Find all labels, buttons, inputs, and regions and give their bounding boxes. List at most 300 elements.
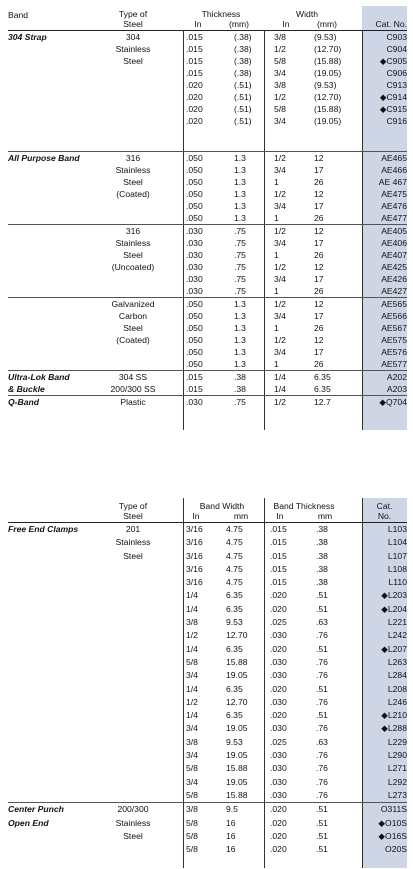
width-in: 3/4 xyxy=(274,238,286,248)
width-mm: 26 xyxy=(314,286,324,296)
band-thickness-mm: .38 xyxy=(316,537,328,548)
band-width-in: 5/8 xyxy=(186,817,198,828)
steel-type: 304 SS xyxy=(118,372,148,382)
cat-no: ◆C905 xyxy=(379,56,407,66)
cat-no: O311S xyxy=(380,804,407,815)
band-name: Free End Clamps xyxy=(8,524,79,534)
thickness-in: .030 xyxy=(186,286,203,296)
width-mm: (9.53) xyxy=(314,80,337,90)
cat-no: L246 xyxy=(387,696,407,707)
width-in: 3/8 xyxy=(274,80,286,90)
band-thickness-mm: .38 xyxy=(316,524,328,534)
thickness-in: .030 xyxy=(186,262,203,272)
width-mm: 26 xyxy=(314,359,324,369)
band-thickness-in: .015 xyxy=(270,577,287,588)
cat-no: L273 xyxy=(387,789,407,800)
cat-no: C904 xyxy=(386,44,407,54)
cat-no: L108 xyxy=(387,563,407,574)
header-cat-2: No. xyxy=(377,511,392,521)
table-row xyxy=(8,395,407,408)
band-thickness-mm: .76 xyxy=(316,789,328,800)
header-type-of-steel-2: Steel xyxy=(123,511,143,521)
cat-no: L221 xyxy=(387,617,407,628)
band-thickness-in: .030 xyxy=(270,696,287,707)
width-mm: 6.35 xyxy=(314,372,331,382)
width-in: 3/4 xyxy=(274,274,286,284)
steel-type: Steel xyxy=(123,250,143,260)
table-row xyxy=(8,224,407,237)
table-row xyxy=(8,563,407,576)
band-thickness-mm: .51 xyxy=(316,590,328,601)
band-thickness-mm: .76 xyxy=(316,776,328,787)
cat-no: ◆O10S xyxy=(378,817,407,828)
thickness-mm: .38 xyxy=(234,384,246,394)
thickness-in: .050 xyxy=(186,177,203,187)
thickness-mm: .75 xyxy=(234,262,246,272)
thickness-mm: 1.3 xyxy=(234,323,246,333)
thickness-in: .030 xyxy=(186,238,203,248)
table-row xyxy=(8,322,407,334)
thickness-mm: 1.3 xyxy=(234,299,246,309)
steel-type: 316 xyxy=(125,226,141,236)
cat-no: AE475 xyxy=(381,189,407,199)
thickness-mm: 1.3 xyxy=(234,347,246,357)
cat-no: ◆Q704 xyxy=(379,397,407,407)
thickness-mm: .75 xyxy=(234,274,246,284)
thickness-mm: (.51) xyxy=(234,104,252,114)
thickness-mm: (.51) xyxy=(234,92,252,102)
band-width-mm: 6.35 xyxy=(226,603,243,614)
steel-type: 201 xyxy=(125,524,141,534)
thickness-mm: (.38) xyxy=(234,32,252,42)
thickness-in: .030 xyxy=(186,250,203,260)
width-in: 3/8 xyxy=(274,32,286,42)
thickness-mm: 1.3 xyxy=(234,311,246,321)
table-row xyxy=(8,297,407,310)
cat-no: ◆L203 xyxy=(381,590,407,601)
width-mm: (19.05) xyxy=(314,68,342,78)
band-thickness-in: .020 xyxy=(270,710,287,721)
width-in: 3/4 xyxy=(274,347,286,357)
band-thickness-in: .030 xyxy=(270,723,287,734)
header-width-in: In xyxy=(282,19,290,29)
steel-type: Galvanized xyxy=(111,299,155,309)
band-thickness-in: .015 xyxy=(270,550,287,561)
band-thickness-in: .030 xyxy=(270,656,287,667)
cat-no: C916 xyxy=(386,116,407,126)
band-width-in: 1/2 xyxy=(186,630,198,641)
thickness-mm: (.38) xyxy=(234,56,252,66)
band-name: Center Punch xyxy=(8,804,64,815)
table-row xyxy=(8,43,407,55)
band-width-in: 5/8 xyxy=(186,656,198,667)
band-thickness-in: .030 xyxy=(270,763,287,774)
table-row xyxy=(8,79,407,91)
table-row xyxy=(8,200,407,212)
header-band-thickness-mm: mm xyxy=(317,511,333,521)
cat-no: L290 xyxy=(387,750,407,761)
thickness-mm: 1.3 xyxy=(234,213,246,223)
band-thickness-mm: .76 xyxy=(316,670,328,681)
band-width-in: 1/4 xyxy=(186,710,198,721)
band-name: Q-Band xyxy=(8,397,40,407)
width-mm: 17 xyxy=(314,238,324,248)
table-row xyxy=(8,550,407,563)
header-band-thickness: Band Thickness xyxy=(273,501,335,511)
table-row xyxy=(8,237,407,249)
width-in: 1 xyxy=(274,177,279,187)
table-row xyxy=(8,91,407,103)
steel-type: 304 xyxy=(125,32,141,42)
cat-no: L104 xyxy=(387,537,407,548)
cat-no: L271 xyxy=(387,763,407,774)
band-name: Open End xyxy=(8,817,49,828)
cat-no: AE466 xyxy=(381,165,407,175)
cat-no: AE575 xyxy=(381,335,407,345)
band-thickness-mm: .38 xyxy=(316,577,328,588)
thickness-mm: .38 xyxy=(234,372,246,382)
band-width-mm: 15.88 xyxy=(226,789,248,800)
width-in: 3/4 xyxy=(274,116,286,126)
steel-type: (Coated) xyxy=(116,189,150,199)
width-in: 1/2 xyxy=(274,262,286,272)
band-thickness-in: .020 xyxy=(270,643,287,654)
cat-no: AE 467 xyxy=(378,177,407,187)
table-row xyxy=(8,643,407,656)
width-in: 1 xyxy=(274,323,279,333)
clamp-table-header xyxy=(8,498,407,523)
thickness-in: .050 xyxy=(186,213,203,223)
table-row xyxy=(8,188,407,200)
width-mm: (15.88) xyxy=(314,104,342,114)
band-width-mm: 12.70 xyxy=(226,630,248,641)
band-width-in: 3/4 xyxy=(186,750,198,761)
width-in: 1 xyxy=(274,213,279,223)
width-mm: 17 xyxy=(314,201,324,211)
steel-type: Stainless xyxy=(115,165,151,175)
steel-type: (Uncoated) xyxy=(111,262,155,272)
table-row xyxy=(8,616,407,629)
thickness-in: .050 xyxy=(186,153,203,163)
table-row xyxy=(8,67,407,79)
header-band-thickness-in: In xyxy=(276,511,284,521)
band-width-in: 3/16 xyxy=(186,563,203,574)
table-row xyxy=(8,696,407,709)
thickness-in: .050 xyxy=(186,189,203,199)
band-thickness-mm: .76 xyxy=(316,630,328,641)
table-row xyxy=(8,749,407,762)
width-in: 1/2 xyxy=(274,397,286,407)
band-width-mm: 6.35 xyxy=(226,643,243,654)
thickness-in: .050 xyxy=(186,165,203,175)
band-width-mm: 16 xyxy=(226,844,236,855)
table-row xyxy=(8,212,407,224)
band-thickness-mm: .76 xyxy=(316,723,328,734)
table-row xyxy=(8,817,407,830)
band-thickness-mm: .76 xyxy=(316,763,328,774)
thickness-mm: 1.3 xyxy=(234,189,246,199)
band-width-mm: 12.70 xyxy=(226,696,248,707)
band-width-in: 3/16 xyxy=(186,577,203,588)
cat-no: L263 xyxy=(387,656,407,667)
cat-no: AE567 xyxy=(381,323,407,333)
cat-no: AE565 xyxy=(381,299,407,309)
table-row xyxy=(8,346,407,358)
thickness-in: .015 xyxy=(186,372,203,382)
band-thickness-mm: .51 xyxy=(316,643,328,654)
spacer-row xyxy=(8,127,407,139)
band-thickness-mm: .51 xyxy=(316,804,328,815)
cat-no: AE576 xyxy=(381,347,407,357)
band-name: 304 Strap xyxy=(8,32,47,42)
cat-no: AE566 xyxy=(381,311,407,321)
thickness-mm: 1.3 xyxy=(234,335,246,345)
header-cat-1: Cat. xyxy=(376,501,393,511)
width-in: 1 xyxy=(274,250,279,260)
width-in: 3/4 xyxy=(274,165,286,175)
band-width-in: 1/4 xyxy=(186,683,198,694)
table-row xyxy=(8,249,407,261)
width-in: 1/2 xyxy=(274,44,286,54)
table-row xyxy=(8,285,407,297)
thickness-mm: (.38) xyxy=(234,44,252,54)
band-width-in: 3/16 xyxy=(186,537,203,548)
thickness-in: .050 xyxy=(186,311,203,321)
table-row xyxy=(8,334,407,346)
header-type-of-steel-1: Type of xyxy=(118,9,148,19)
band-name: & Buckle xyxy=(8,384,45,394)
width-mm: 12 xyxy=(314,153,324,163)
steel-type: Stainless xyxy=(115,238,151,248)
band-table-header xyxy=(8,6,407,31)
band-width-mm: 6.35 xyxy=(226,710,243,721)
cat-no: AE465 xyxy=(381,153,407,163)
band-thickness-mm: .63 xyxy=(316,736,328,747)
band-width-mm: 4.75 xyxy=(226,524,243,534)
band-thickness-mm: .51 xyxy=(316,683,328,694)
width-in: 1/2 xyxy=(274,92,286,102)
table-row xyxy=(8,176,407,188)
table-row xyxy=(8,536,407,549)
width-in: 1/2 xyxy=(274,189,286,199)
band-thickness-mm: .51 xyxy=(316,710,328,721)
width-in: 1 xyxy=(274,286,279,296)
cat-no: L110 xyxy=(388,577,407,588)
width-mm: 17 xyxy=(314,274,324,284)
cat-no: ◆O16S xyxy=(378,830,407,841)
width-mm: (15.88) xyxy=(314,56,342,66)
band-width-in: 1/2 xyxy=(186,696,198,707)
width-mm: (12.70) xyxy=(314,92,342,102)
cat-no: L292 xyxy=(387,776,407,787)
steel-type: Steel xyxy=(123,323,143,333)
band-width-in: 3/16 xyxy=(186,524,203,534)
width-in: 1 xyxy=(274,359,279,369)
cat-no: ◆L207 xyxy=(381,643,407,654)
table-row xyxy=(8,261,407,273)
clamp-table-body xyxy=(8,523,407,856)
band-width-in: 3/4 xyxy=(186,723,198,734)
band-thickness-in: .030 xyxy=(270,670,287,681)
cat-no: ◆C915 xyxy=(379,104,407,114)
thickness-in: .020 xyxy=(186,80,203,90)
header-thickness-in: In xyxy=(194,19,202,29)
band-thickness-in: .020 xyxy=(270,804,287,815)
cat-no: AE406 xyxy=(381,238,407,248)
header-thickness-mm: (mm) xyxy=(228,19,250,29)
cat-no: L229 xyxy=(387,736,407,747)
table-row xyxy=(8,669,407,682)
band-width-mm: 4.75 xyxy=(226,550,243,561)
band-width-mm: 4.75 xyxy=(226,563,243,574)
cat-no: C903 xyxy=(386,32,407,42)
thickness-in: .015 xyxy=(186,32,203,42)
band-thickness-mm: .63 xyxy=(316,617,328,628)
cat-no: A203 xyxy=(386,384,407,394)
thickness-in: .030 xyxy=(186,274,203,284)
table-row xyxy=(8,273,407,285)
width-in: 1/4 xyxy=(274,372,286,382)
thickness-mm: 1.3 xyxy=(234,177,246,187)
table-row xyxy=(8,843,407,856)
header-type-of-steel-2: Steel xyxy=(123,19,143,29)
thickness-in: .050 xyxy=(186,335,203,345)
band-thickness-in: .030 xyxy=(270,630,287,641)
width-mm: 26 xyxy=(314,250,324,260)
band-thickness-mm: .51 xyxy=(316,603,328,614)
cat-no: ◆L210 xyxy=(381,710,407,721)
steel-type: Stainless xyxy=(115,537,151,548)
cat-no: AE407 xyxy=(381,250,407,260)
table-row xyxy=(8,776,407,789)
band-width-in: 3/4 xyxy=(186,670,198,681)
thickness-in: .015 xyxy=(186,68,203,78)
thickness-mm: .75 xyxy=(234,397,246,407)
width-in: 3/4 xyxy=(274,311,286,321)
width-mm: 12 xyxy=(314,189,324,199)
cat-no: C913 xyxy=(386,80,407,90)
width-in: 5/8 xyxy=(274,104,286,114)
cat-no: AE426 xyxy=(381,274,407,284)
band-thickness-in: .020 xyxy=(270,590,287,601)
band-width-mm: 19.05 xyxy=(226,776,248,787)
thickness-mm: .75 xyxy=(234,238,246,248)
band-thickness-mm: .76 xyxy=(316,656,328,667)
table-row xyxy=(8,103,407,115)
thickness-mm: .75 xyxy=(234,286,246,296)
band-width-mm: 15.88 xyxy=(226,656,248,667)
header-thickness: Thickness xyxy=(201,9,241,19)
cat-no: L284 xyxy=(387,670,407,681)
cat-no: AE577 xyxy=(381,359,407,369)
thickness-mm: (.51) xyxy=(234,80,252,90)
table-row xyxy=(8,55,407,67)
steel-type: (Coated) xyxy=(116,335,150,345)
table-row xyxy=(8,358,407,370)
steel-type: Stainless xyxy=(115,44,151,54)
band-thickness-in: .030 xyxy=(270,776,287,787)
band-width-mm: 4.75 xyxy=(226,577,243,588)
band-width-mm: 9.5 xyxy=(226,804,238,815)
band-width-mm: 9.53 xyxy=(226,617,243,628)
width-mm: 17 xyxy=(314,347,324,357)
header-band-width-mm: mm xyxy=(233,511,249,521)
band-width-mm: 4.75 xyxy=(226,537,243,548)
header-band-width-in: In xyxy=(192,511,200,521)
cat-no: L103 xyxy=(387,524,407,534)
width-mm: 17 xyxy=(314,311,324,321)
table-row xyxy=(8,603,407,616)
band-width-in: 5/8 xyxy=(186,844,198,855)
band-width-mm: 6.35 xyxy=(226,590,243,601)
header-type-of-steel-1: Type of xyxy=(118,501,148,511)
width-in: 1/2 xyxy=(274,153,286,163)
table-row xyxy=(8,31,407,43)
band-thickness-in: .020 xyxy=(270,844,287,855)
thickness-in: .050 xyxy=(186,323,203,333)
table-row xyxy=(8,709,407,722)
thickness-in: .015 xyxy=(186,44,203,54)
band-thickness-in: .020 xyxy=(270,603,287,614)
table-row xyxy=(8,762,407,775)
band-width-in: 3/8 xyxy=(186,804,198,815)
thickness-in: .030 xyxy=(186,226,203,236)
table-row xyxy=(8,683,407,696)
cat-no: L242 xyxy=(387,630,407,641)
band-thickness-in: .030 xyxy=(270,789,287,800)
width-mm: 26 xyxy=(314,213,324,223)
thickness-in: .050 xyxy=(186,299,203,309)
thickness-in: .030 xyxy=(186,397,203,407)
table-row xyxy=(8,370,407,383)
steel-type: Stainless xyxy=(115,817,151,828)
thickness-in: .020 xyxy=(186,92,203,102)
band-width-mm: 19.05 xyxy=(226,670,248,681)
thickness-mm: .75 xyxy=(234,226,246,236)
band-thickness-in: .020 xyxy=(270,683,287,694)
width-mm: (19.05) xyxy=(314,116,342,126)
width-mm: 6.35 xyxy=(314,384,331,394)
width-in: 1/4 xyxy=(274,384,286,394)
cat-no: ◆C914 xyxy=(379,92,407,102)
cat-no: C906 xyxy=(386,68,407,78)
band-thickness-mm: .51 xyxy=(316,817,328,828)
table-row xyxy=(8,830,407,843)
band-thickness-in: .020 xyxy=(270,817,287,828)
band-width-mm: 9.53 xyxy=(226,736,243,747)
table-row xyxy=(8,383,407,395)
band-thickness-mm: .76 xyxy=(316,750,328,761)
spacer-row xyxy=(8,139,407,151)
header-width-mm: (mm) xyxy=(316,19,338,29)
width-in: 3/4 xyxy=(274,201,286,211)
cat-no: ◆L288 xyxy=(381,723,407,734)
table-row xyxy=(8,576,407,589)
steel-type: Steel xyxy=(123,830,143,841)
cat-no: AE405 xyxy=(381,226,407,236)
band-thickness-in: .015 xyxy=(270,563,287,574)
band-thickness-in: .025 xyxy=(270,736,287,747)
thickness-mm: 1.3 xyxy=(234,201,246,211)
table-row xyxy=(8,736,407,749)
width-in: 3/4 xyxy=(274,68,286,78)
thickness-in: .015 xyxy=(186,384,203,394)
band-width-in: 3/16 xyxy=(186,550,203,561)
steel-type: Carbon xyxy=(118,311,148,321)
width-mm: 12 xyxy=(314,226,324,236)
band-thickness-in: .030 xyxy=(270,750,287,761)
band-name: Ultra-Lok Band xyxy=(8,372,70,382)
